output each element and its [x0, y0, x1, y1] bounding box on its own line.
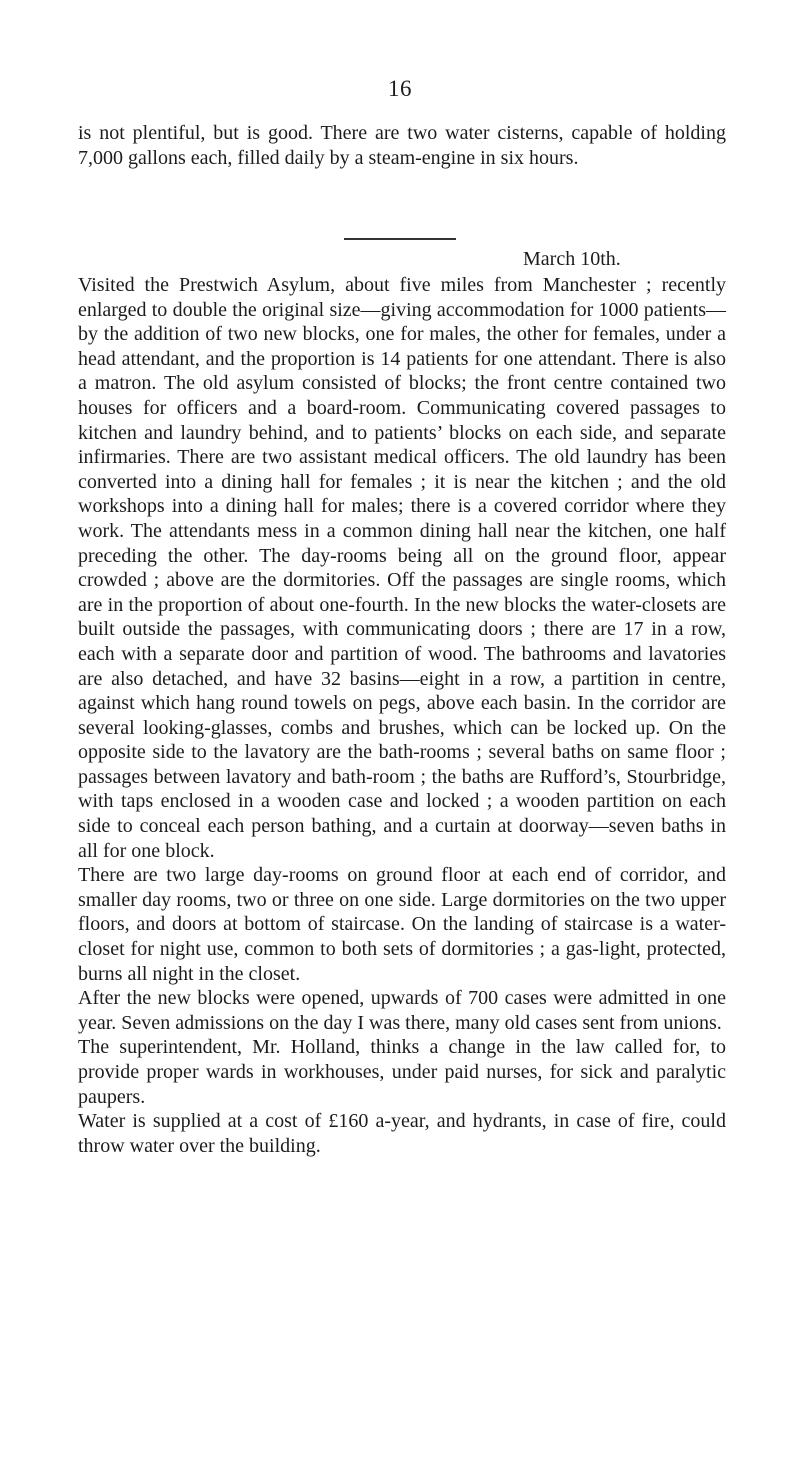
intro-text-block: [78, 121, 726, 170]
entry-paragraph-5: Water is supplied at a cost of £160 a-year, and hydrants, in case of fire, could throw water over the building.: [78, 1110, 726, 1157]
entry-date: March 10th.: [523, 248, 621, 270]
entry-paragraph-3: After the new blocks were opened, upwards of 700 cases were admitted in one year. Seven admissions on the day I was there, many old cases sent from unions.: [78, 987, 726, 1034]
entry-body: [78, 273, 726, 1158]
entry-paragraph-4: The superintendent, Mr. Holland, thinks a change in the law called for, to provide proper wards in workhouses, under paid nurses, for sick and paralytic paupers.: [78, 1036, 726, 1108]
entry-paragraph-1: Visited the Prestwich Asylum, about five miles from Manchester ; recently enlarged to double the original size—giving accommodation for 1000 patients—by the addition of two new blocks, one for males, the other for females, under a head attendant, and the proportion is 14 patients for one attendant. There is also a matron. The old asylum consisted of blocks; the front centre contained two houses for officers and a board-room. Communicating covered passages to kitchen and laundry behind, and to patients’ blocks on each side, and separate infirmaries. There are two assistant medical officers. The old laundry has been converted into a dining hall for females ; it is near the kitchen ; and the old workshops into a dining hall for males; there is a covered corridor where they work. The attendants mess in a common dining hall near the kitchen, one half preceding the other. The day-rooms being all on the ground floor, appear crowded ; above are the dormitories. Off the passages are single rooms, which are in the proportion of about one-fourth. In the new blocks the water-closets are built outside the passages, with communicating doors ; there are 17 in a row, each with a separate door and partition of wood. The bathrooms and lavatories are also detached, and have 32 basins—eight in a row, a partition in centre, against which hang round towels on pegs, above each basin. In the corridor are several looking-glasses, combs and brushes, which can be locked up. On the opposite side to the lavatory are the bath-rooms ; several baths on same floor ; passages between lavatory and bath-room ; the baths are Rufford’s, Stourbridge, with taps enclosed in a wooden case and locked ; a wooden partition on each side to conceal each person bathing, and a curtain at doorway—seven baths in all for one block.: [78, 274, 726, 862]
intro-paragraph: is not plentiful, but is good. There are two water cisterns, capable of holding 7,000 gallons each, filled daily by a steam-engine in six hours.: [78, 122, 726, 169]
entry-paragraph-2: There are two large day-rooms on ground floor at each end of corridor, and smaller day rooms, two or three on one side. Large dormitories on the two upper floors, and doors at bottom of staircase. On the landing of staircase is a water-closet for night use, common to both sets of dormitories ; a gas-light, protected, burns all night in the closet.: [78, 864, 726, 985]
section-divider: [344, 238, 456, 240]
page-number: 16: [388, 76, 412, 101]
